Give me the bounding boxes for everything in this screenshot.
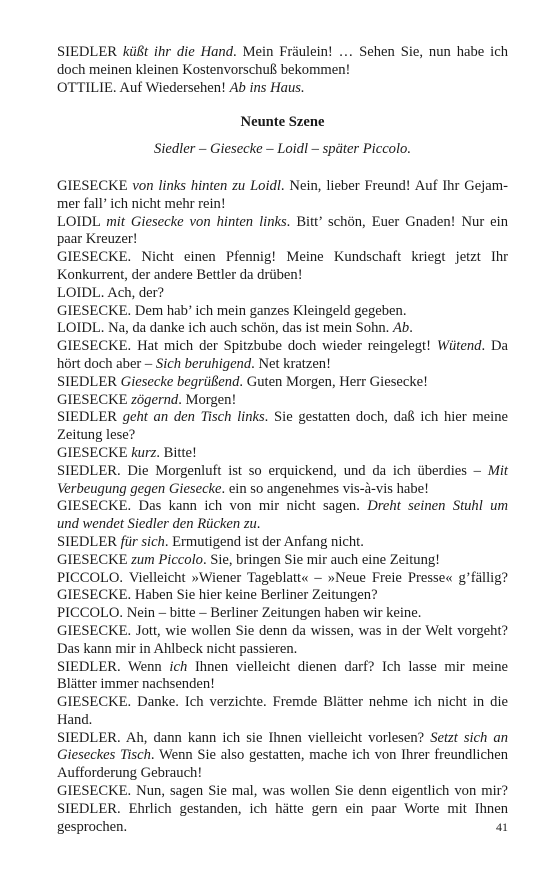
dialogue-text: GIESECKE. Danke. Ich verzichte. Fremde Blätter nehme ich nicht in die [57,694,508,711]
dialogue-text: Konkurrent, der andere Bettler da drüben! [57,266,303,283]
text-line [57,516,508,534]
dialogue-text: GIESECKE [57,444,132,461]
text-line [57,676,508,694]
stage-direction: Dreht seinen Stuhl um [367,498,508,515]
dialogue-text: . Morgen! [178,391,237,408]
dialogue-text: LOIDL. Na, da danke ich auch schön, das ist mein Sohn. [57,320,393,337]
text-line [57,819,508,837]
dialogue-text: mer fall’ ich nicht mehr rein! [57,195,226,212]
stage-direction: Mit [487,462,508,479]
dialogue-text: SIEDLER [57,44,123,60]
text-line [57,552,508,570]
dialogue-text: Hand. [57,711,93,728]
dialogue-text: . Sie, bringen Sie mir auch eine Zeitung! [202,551,441,568]
text-line [57,534,508,552]
dialogue-text: OTTILIE. Auf Wiedersehen! [57,79,230,96]
dialogue-text: Aufforderung Gebrauch! [57,765,203,782]
stage-direction: geht an den Tisch links [122,409,265,426]
dialogue-text: GIESECKE. Hat mich der Spitzbube doch wieder reingelegt! [57,338,437,355]
text-line [57,641,508,659]
dialogue-text: . Wenn Sie also gestatten, mache ich von Ihrer freundlichen [150,747,508,764]
scene-cast: Siedler – Giesecke – Loidl – später Piccolo. [154,141,411,158]
stage-direction: Giesecke begrüßend [120,373,240,390]
text-line [57,463,508,481]
dialogue-text: SIEDLER [57,373,121,390]
dialogue-text: . Nein, lieber Freund! Auf Ihr Gejam- [280,177,508,194]
dialogue-text: GIESECKE. Haben Sie hier keine Berliner Zeitungen? [57,587,378,604]
stage-direction: zum Piccolo [131,551,203,568]
page-number: 41 [496,820,508,834]
dialogue-text: GIESECKE. Nicht einen Pfennig! Meine Kundschaft kriegt jetzt Ihr [57,249,508,266]
dialogue-text: PICCOLO. Vielleicht »Wiener Tageblatt« – »Neue Freie Presse« g’fällig? [57,569,508,586]
text-line [57,80,508,98]
spacer [57,97,508,114]
text-line [57,374,508,392]
stage-direction: für sich [120,533,165,550]
dialogue-text: . Guten Morgen, Herr Giesecke! [239,373,428,390]
text-line [57,747,508,765]
dialogue-text: . Da [481,338,508,355]
text-line [57,338,508,356]
text-line [57,445,508,463]
scene-title: Neunte Szene [240,114,325,131]
dialogue-text: GIESECKE. Nun, sagen Sie mal, was wollen Sie denn eigentlich von mir? [57,783,508,800]
text-line [57,267,508,285]
dialogue-text: SIEDLER. Ehrlich gestanden, ich hätte gern ein paar Worte mit Ihnen [57,800,508,817]
dialogue-text: . Bitte! [156,444,197,461]
dialogue-text: PICCOLO. Nein – bitte – Berliner Zeitungen haben wir keine. [57,605,422,622]
stage-direction: mit Giesecke von hinten links [106,213,287,230]
dialogue-text: Ihnen vielleicht dienen darf? Ich lasse mir meine [187,658,509,675]
text-line [57,659,508,677]
text-line [57,178,508,196]
dialogue-text: paar Kreuzer! [57,231,138,248]
stage-direction: küßt ihr die Hand [122,44,234,60]
stage-direction: kurz [131,444,157,461]
stage-direction: Setzt sich an [430,729,508,746]
dialogue-text: SIEDLER. Die Morgenluft ist so erquickend, und da ich überdies – [57,462,488,479]
text-line [57,196,508,214]
text-line [57,320,508,338]
stage-direction: Verbeugung gegen Giesecke [57,480,222,497]
dialogue-text: . Bitt’ schön, Euer Gnaden! Nur ein [286,213,509,230]
dialogue-text: LOIDL. Ach, der? [57,284,164,301]
dialogue-text: LOIDL [57,213,107,230]
stage-direction: und wendet Siedler den Rücken zu [57,516,257,533]
dialogue-text: . [409,320,413,337]
stage-direction: ich [169,658,188,675]
dialogue-text: GIESECKE [57,391,132,408]
dialogue-text: GIESECKE. Dem hab’ ich mein ganzes Kleingeld gegeben. [57,302,407,319]
text-line [57,214,508,232]
dialogue-text: . Mein Fräulein! … Sehen Sie, nun habe ich [233,44,508,60]
text-line [57,303,508,321]
text-line [57,623,508,641]
dialogue-text: hört doch aber – [57,355,156,372]
dialogue-text: Zeitung lese? [57,427,136,444]
text-line [57,481,508,499]
text-line [57,801,508,819]
text-line [57,783,508,801]
text-line [57,231,508,249]
dialogue-text: GIESECKE [57,177,133,194]
dialogue-text: Blätter immer nachsenden! [57,676,216,693]
dialogue-text: GIESECKE. Das kann ich von mir nicht sagen. [57,498,368,515]
stage-direction: zögernd [131,391,179,408]
page-text-block [57,44,508,836]
text-line [57,694,508,712]
dialogue-text: gesprochen. [57,818,128,835]
text-line [57,285,508,303]
dialogue-text: SIEDLER [57,533,121,550]
stage-direction: Ab ins Haus. [229,79,305,96]
stage-direction: Wütend [436,338,482,355]
dialogue-text: . Sie gestatten doch, daß ich hier meine [264,409,508,426]
text-line [57,570,508,588]
text-line [57,427,508,445]
text-line [57,44,508,62]
stage-direction: Ab [392,320,410,337]
text-line [57,605,508,623]
dialogue-text: Das kann mir in Ahlbeck nicht passieren. [57,640,298,657]
dialogue-text: . Ermutigend ist der Anfang nicht. [164,533,364,550]
stage-direction: Gieseckes Tisch [57,747,151,764]
text-line [57,587,508,605]
text-line [57,392,508,410]
dialogue-text: . ein so angenehmes vis-à-vis habe! [221,480,430,497]
dialogue-text: SIEDLER. Wenn [57,658,170,675]
scene-dialogue [57,178,508,836]
text-line [57,62,508,80]
dialogue-text: GIESECKE [57,551,132,568]
text-line [57,356,508,374]
text-line [57,249,508,267]
dialogue-text: GIESECKE. Jott, wie wollen Sie denn da wissen, was in der Welt vorgeht? [57,622,508,639]
dialogue-text: . Net kratzen! [251,355,331,372]
stage-direction: von links hinten zu Loidl [132,177,281,194]
dialogue-text: doch meinen kleinen Kostenvorschuß bekommen! [57,61,351,78]
text-line [57,712,508,730]
spacer [57,159,508,178]
text-line [57,730,508,748]
scene-end-dialogue [57,44,508,97]
dialogue-text: . [256,516,261,533]
dialogue-text: SIEDLER. Ah, dann kann ich sie Ihnen vielleicht vorlesen? [57,729,431,746]
stage-direction: Sich beruhigend [155,355,252,372]
text-line [57,498,508,516]
text-line [57,409,508,427]
dialogue-text: SIEDLER [57,409,123,426]
text-line [57,765,508,783]
